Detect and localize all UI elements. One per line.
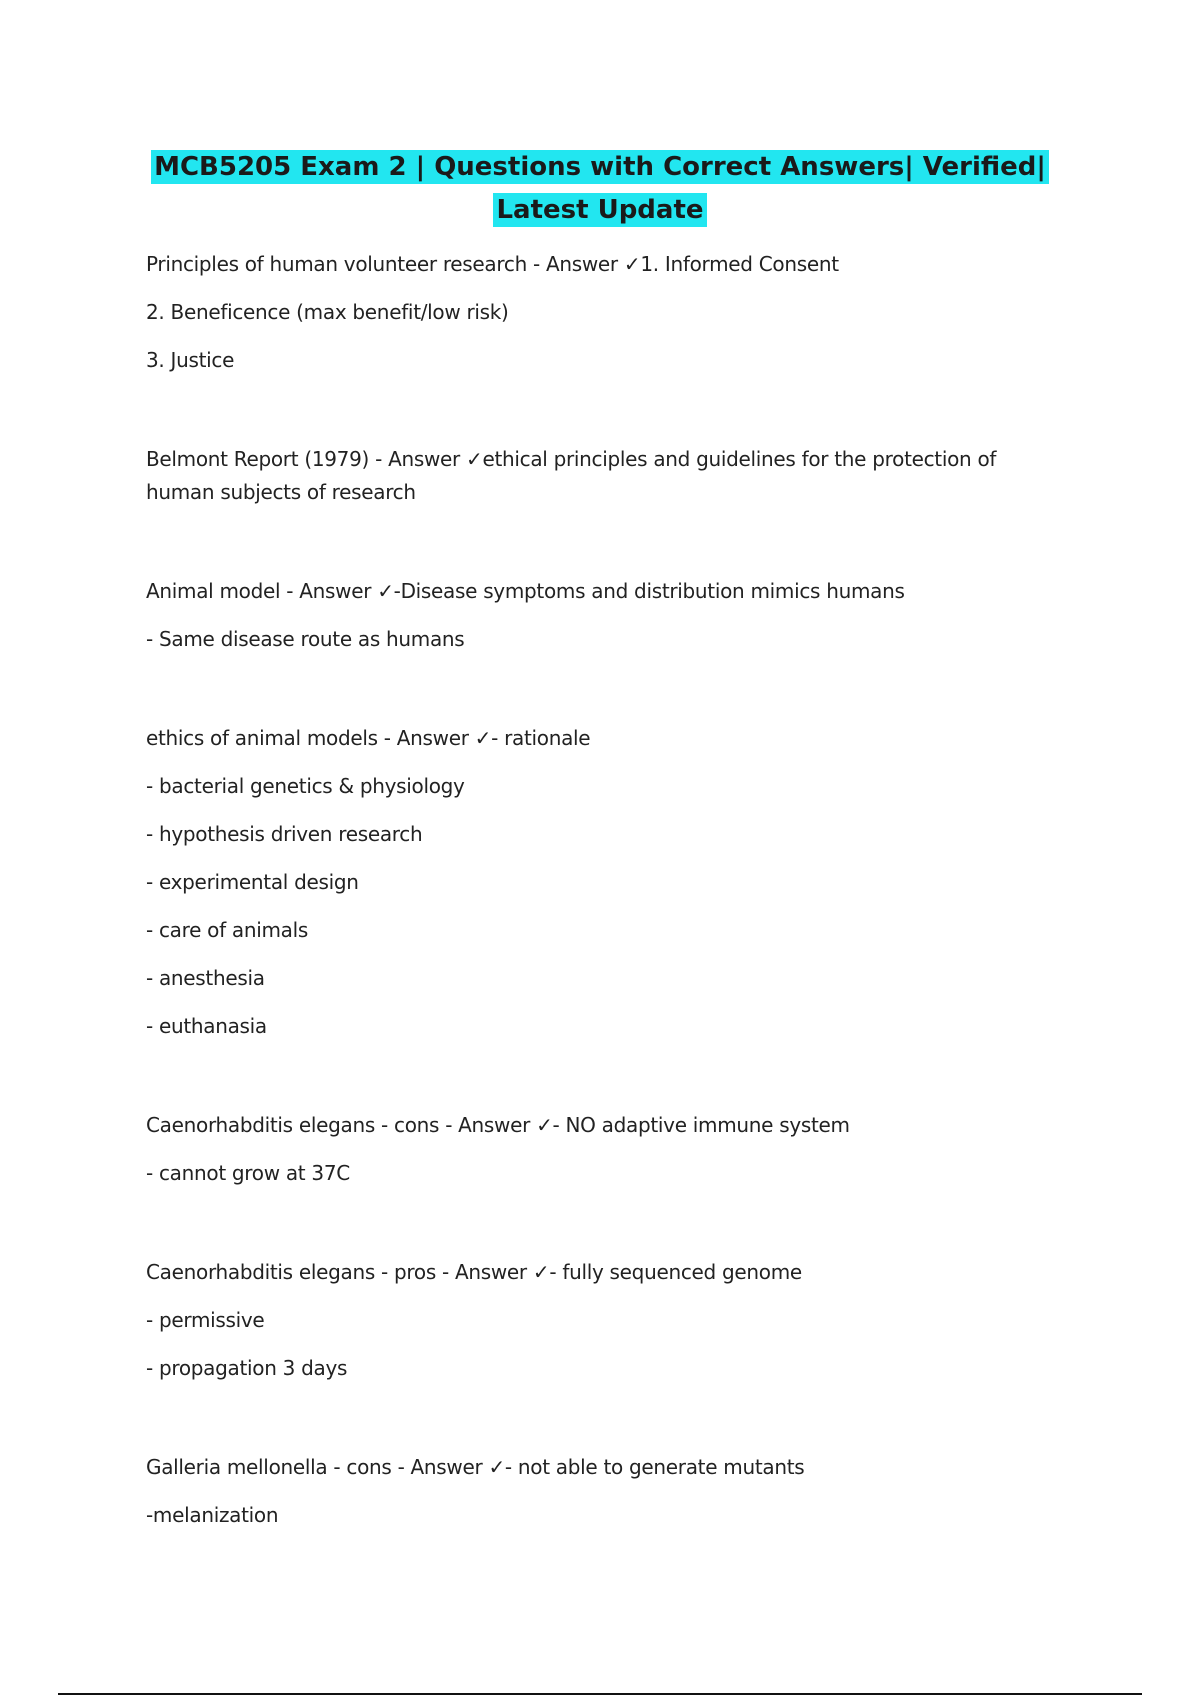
qa-line: Caenorhabditis elegans - pros - Answer ✓- fully sequenced genome	[146, 1260, 802, 1284]
qa-list	[146, 248, 1046, 1598]
qa-line: Animal model - Answer ✓-Disease symptoms and distribution mimics humans	[146, 579, 905, 603]
qa-line: ethics of animal models - Answer ✓- rationale	[146, 726, 591, 750]
qa-item-belmont-report	[146, 443, 1046, 509]
title-line	[0, 189, 1200, 232]
title-line	[0, 146, 1200, 189]
qa-item-galleria-mellonella-cons	[146, 1451, 1046, 1532]
qa-line: Belmont Report (1979) - Answer ✓ethical principles and guidelines for the protection of human subjects of research	[146, 447, 997, 504]
footer-rule	[58, 1693, 1142, 1695]
qa-line: 3. Justice	[146, 348, 235, 372]
qa-line: - euthanasia	[146, 1014, 267, 1038]
qa-item-ethics-animal-models	[146, 722, 1046, 1043]
qa-line: - Same disease route as humans	[146, 627, 465, 651]
qa-item-animal-model	[146, 575, 1046, 656]
qa-line: - permissive	[146, 1308, 265, 1332]
qa-line: - cannot grow at 37C	[146, 1161, 350, 1185]
title-line-1: MCB5205 Exam 2 | Questions with Correct Answers| Verified|	[151, 150, 1049, 184]
qa-item-human-volunteer-research	[146, 248, 1046, 377]
qa-item-c-elegans-pros	[146, 1256, 1046, 1385]
title-line-2: Latest Update	[493, 193, 706, 227]
qa-line: - anesthesia	[146, 966, 265, 990]
qa-line: - propagation 3 days	[146, 1356, 348, 1380]
qa-item-c-elegans-cons	[146, 1109, 1046, 1190]
qa-line: - bacterial genetics & physiology	[146, 774, 465, 798]
qa-line: Principles of human volunteer research - Answer ✓1. Informed Consent	[146, 252, 839, 276]
qa-line: - care of animals	[146, 918, 309, 942]
qa-line: Caenorhabditis elegans - cons - Answer ✓- NO adaptive immune system	[146, 1113, 850, 1137]
qa-line: - experimental design	[146, 870, 359, 894]
qa-line: Galleria mellonella - cons - Answer ✓- not able to generate mutants	[146, 1455, 805, 1479]
qa-line: - hypothesis driven research	[146, 822, 423, 846]
qa-line: -melanization	[146, 1503, 279, 1527]
qa-line: 2. Beneficence (max benefit/low risk)	[146, 300, 509, 324]
document-title	[0, 146, 1200, 232]
